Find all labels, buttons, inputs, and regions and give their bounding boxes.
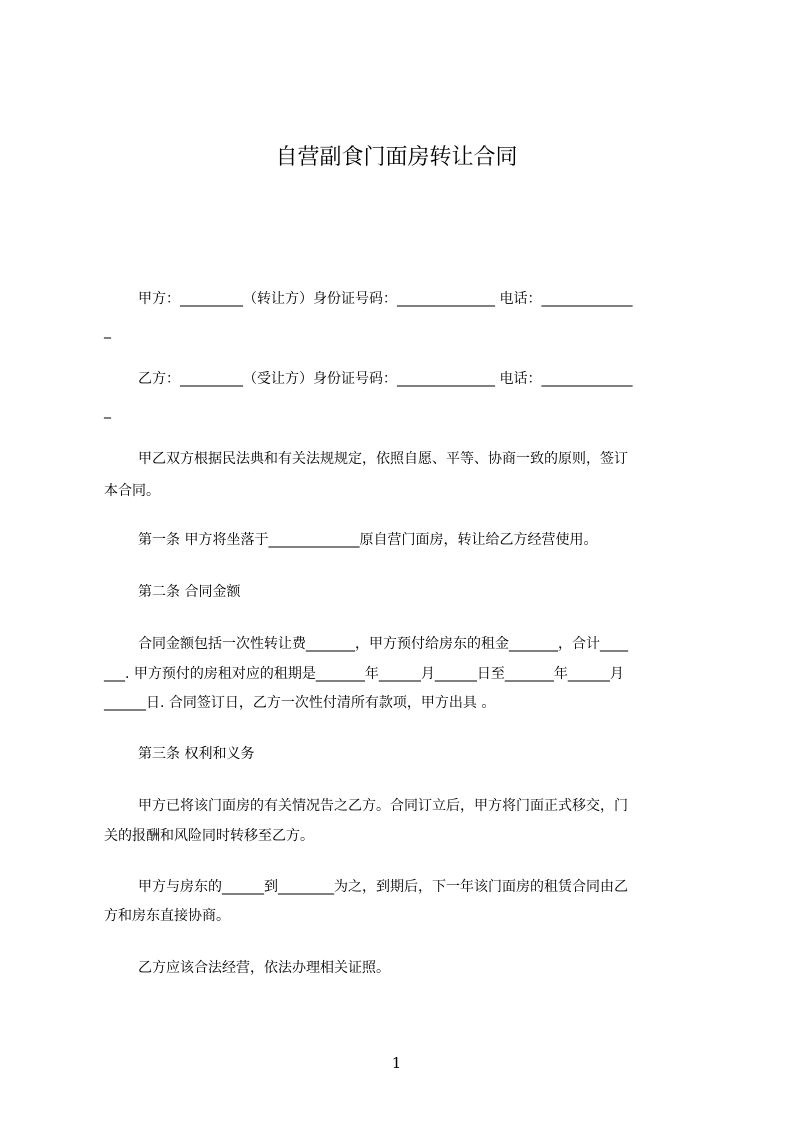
article-2-line3: ______日. 合同签订日，乙方一次性付清所有款项，甲方出具 。 bbox=[104, 695, 496, 711]
article-3-para2-line2: 方和房东直接协商。 bbox=[104, 908, 230, 924]
article-2-line1: 合同金额包括一次性转让费_______，甲方预付给房东的租金_______，合计____ bbox=[138, 636, 628, 652]
article-3-heading: 第三条 权利和义务 bbox=[138, 746, 255, 762]
article-2-heading: 第二条 合同金额 bbox=[138, 584, 241, 600]
party-a-line-cont: _ bbox=[104, 323, 111, 339]
document-title: 自营副食门面房转让合同 bbox=[275, 145, 518, 170]
article-2-line2: ___. 甲方预付的房租对应的租期是_______年______月______日至_______年______月 bbox=[104, 666, 624, 682]
article-3-para1-line2: 关的报酬和风险同时转移至乙方。 bbox=[104, 828, 314, 844]
page-number: 1 bbox=[391, 1054, 402, 1072]
party-b-line-cont: _ bbox=[104, 403, 111, 419]
intro-paragraph-line2: 本合同。 bbox=[104, 483, 160, 499]
intro-paragraph-line1: 甲乙双方根据民法典和有关法规规定，依照自愿、平等、协商一致的原则，签订 bbox=[138, 451, 628, 467]
article-3-para2-line1: 甲方与房东的______到________为之，到期后，下一年该门面房的租赁合同由乙 bbox=[138, 879, 628, 895]
article-1: 第一条 甲方将坐落于_____________原自营门面房，转让给乙方经营使用。 bbox=[138, 532, 598, 548]
party-b-line: 乙方：_________（受让方）身份证号码：______________ 电话：_____________ bbox=[138, 371, 633, 387]
article-3-para1-line1: 甲方已将该门面房的有关情况告之乙方。合同订立后，甲方将门面正式移交，门 bbox=[138, 798, 628, 814]
party-a-line: 甲方：_________（转让方）身份证号码：______________ 电话：_____________ bbox=[138, 291, 633, 307]
article-3-para3: 乙方应该合法经营，依法办理相关证照。 bbox=[138, 960, 390, 976]
